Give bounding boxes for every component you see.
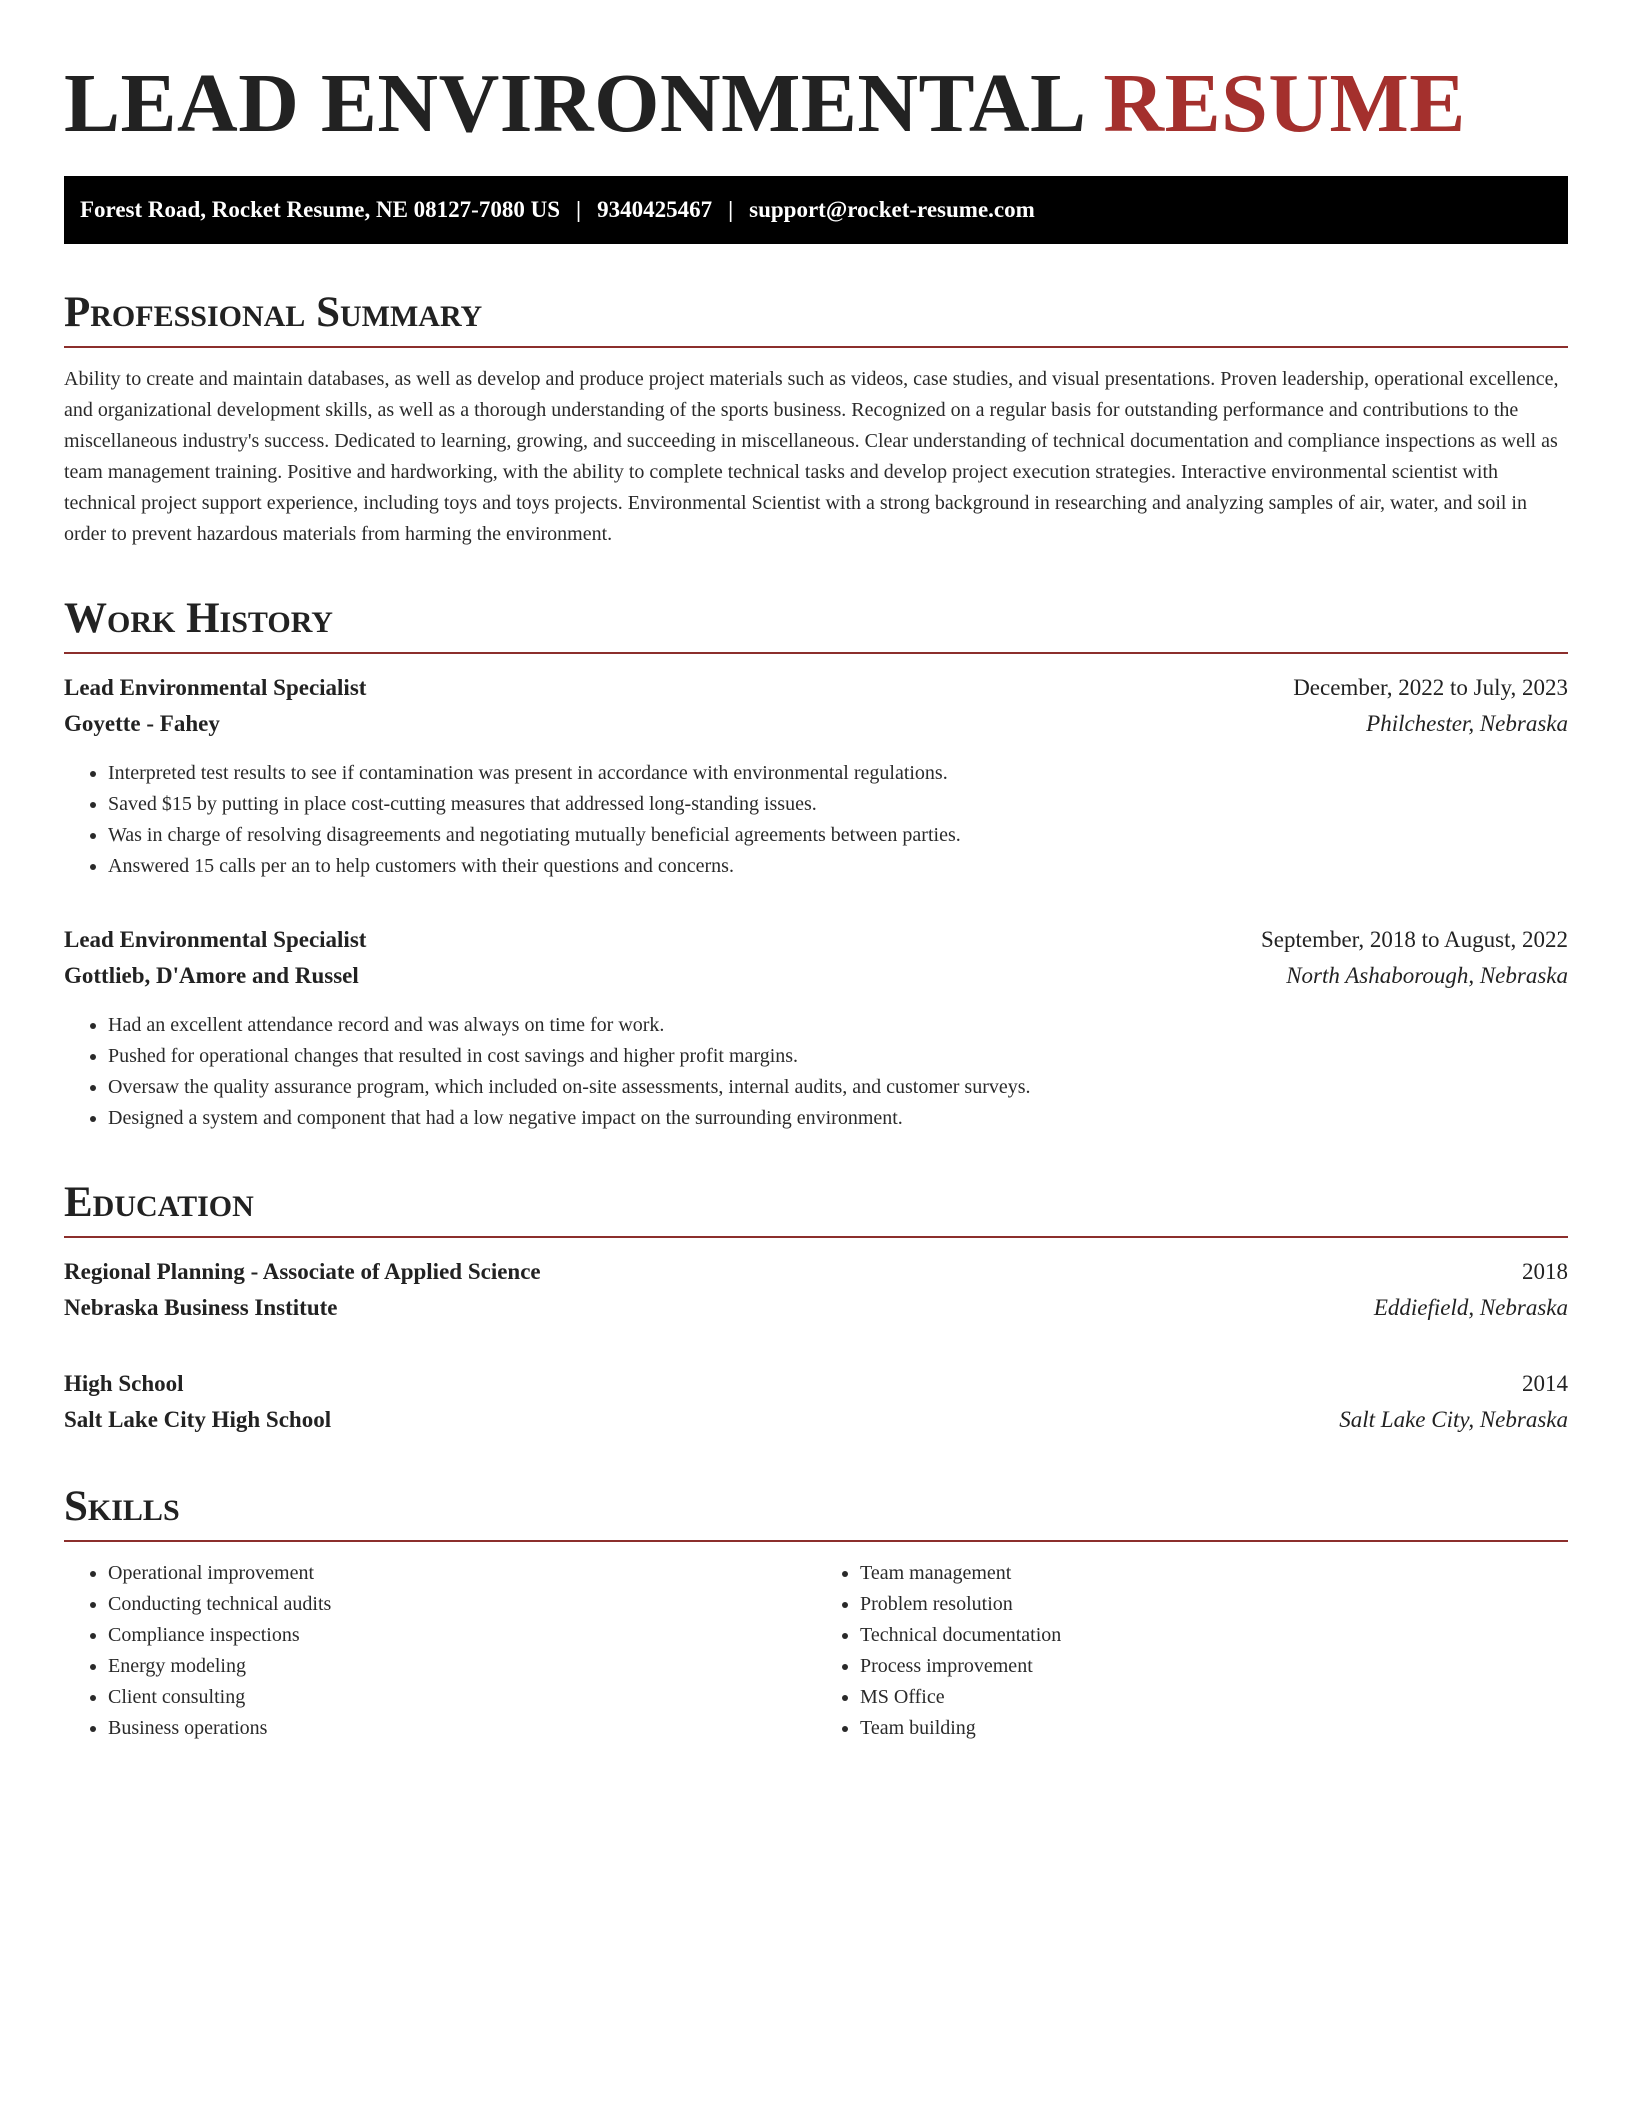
education-entry [64, 1254, 1568, 1326]
education-section [64, 1178, 1568, 1438]
title-main: LEAD ENVIRONMENTAL [64, 57, 1082, 150]
work-history-heading: Work History [64, 594, 1568, 654]
education-year: 2018 [1522, 1259, 1568, 1284]
skills-columns [64, 1558, 1568, 1744]
education-heading: Education [64, 1178, 1568, 1238]
job-dates: December, 2022 to July, 2023 [1293, 675, 1568, 700]
education-school-row [64, 1402, 1568, 1438]
list-item: • Oversaw the quality assurance program, which included on-site assessments, internal audits, and customer surveys. [108, 1072, 1568, 1103]
work-history-section [64, 594, 1568, 1134]
skill-item: • Problem resolution [860, 1589, 1568, 1620]
skill-item: • Energy modeling [108, 1651, 816, 1682]
job-title: Lead Environmental Specialist [64, 675, 367, 700]
list-item: • Interpreted test results to see if contamination was present in accordance with environmental regulations. [108, 758, 1568, 789]
skill-item: • Client consulting [108, 1682, 816, 1713]
job-header-row [64, 670, 1568, 706]
job-company: Goyette - Fahey [64, 711, 220, 736]
list-item: • Designed a system and component that had a low negative impact on the surrounding environment. [108, 1103, 1568, 1134]
skills-section [64, 1482, 1568, 1744]
job-duties-list [64, 1010, 1568, 1134]
title-accent: RESUME [1103, 57, 1466, 150]
skills-list-right [816, 1558, 1568, 1744]
education-location: Salt Lake City, Nebraska [1339, 1407, 1568, 1432]
skill-item: • Team management [860, 1558, 1568, 1589]
education-location: Eddiefield, Nebraska [1373, 1295, 1568, 1320]
contact-phone: 9340425467 [597, 197, 713, 222]
skill-item: • MS Office [860, 1682, 1568, 1713]
job-location: Philchester, Nebraska [1366, 711, 1568, 736]
skill-item: • Team building [860, 1713, 1568, 1744]
job-header-row [64, 922, 1568, 958]
education-degree-row [64, 1254, 1568, 1290]
contact-separator: | [728, 197, 734, 222]
contact-bar [64, 176, 1568, 244]
summary-text: Ability to create and maintain databases, as well as develop and produce project materials such as videos, case studies, and visual presentations. Proven leadership, operational excellence, and organizational development skills, as well as a thorough understanding of the sports business. Recognized on a regular basis for outstanding performance and contributions to the miscellaneous industry's success. Dedicated to learning, growing, and succeeding in miscellaneous. Clear understanding of technical documentation and compliance inspections as well as team management training. Positive and hardworking, with the ability to complete technical tasks and develop project execution strategies. Interactive environmental scientist with technical project support experience, including toys and toys projects. Environmental Scientist with a strong background in researching and analyzing samples of air, water, and soil in order to prevent hazardous materials from harming the environment. [64, 368, 1559, 545]
education-degree: High School [64, 1371, 184, 1396]
list-item: • Saved $15 by putting in place cost-cutting measures that addressed long-standing issues. [108, 789, 1568, 820]
list-item: • Was in charge of resolving disagreements and negotiating mutually beneficial agreements between parties. [108, 820, 1568, 851]
skill-item: • Compliance inspections [108, 1620, 816, 1651]
summary-heading: Professional Summary [64, 288, 1568, 348]
summary-section [64, 288, 1568, 550]
job-company: Gottlieb, D'Amore and Russel [64, 963, 359, 988]
resume-title [64, 56, 1568, 152]
education-degree-row [64, 1366, 1568, 1402]
skill-item: • Conducting technical audits [108, 1589, 816, 1620]
list-item: • Pushed for operational changes that resulted in cost savings and higher profit margins. [108, 1041, 1568, 1072]
education-degree: Regional Planning - Associate of Applied Science [64, 1259, 541, 1284]
resume-page [64, 56, 1568, 1744]
skill-item: • Operational improvement [108, 1558, 816, 1589]
education-entry [64, 1366, 1568, 1438]
skills-list-left [64, 1558, 816, 1744]
job-duties-list [64, 758, 1568, 882]
job-title: Lead Environmental Specialist [64, 927, 367, 952]
contact-separator: | [575, 197, 582, 222]
job-dates: September, 2018 to August, 2022 [1260, 927, 1568, 952]
skills-heading: Skills [64, 1482, 1568, 1542]
education-year: 2014 [1522, 1371, 1568, 1396]
contact-address: Forest Road, Rocket Resume, NE 08127-7080 US [80, 197, 560, 222]
skill-item: • Process improvement [860, 1651, 1568, 1682]
job-company-row [64, 958, 1568, 994]
skill-item: • Business operations [108, 1713, 816, 1744]
job-location: North Ashaborough, Nebraska [1286, 963, 1568, 988]
list-item: • Had an excellent attendance record and was always on time for work. [108, 1010, 1568, 1041]
education-school: Nebraska Business Institute [64, 1295, 338, 1320]
job-entry [64, 670, 1568, 882]
education-school: Salt Lake City High School [64, 1407, 332, 1432]
skill-item: • Technical documentation [860, 1620, 1568, 1651]
job-entry [64, 922, 1568, 1134]
job-company-row [64, 706, 1568, 742]
list-item: • Answered 15 calls per an to help customers with their questions and concerns. [108, 851, 1568, 882]
contact-email: support@rocket-resume.com [749, 197, 1035, 222]
education-school-row [64, 1290, 1568, 1326]
